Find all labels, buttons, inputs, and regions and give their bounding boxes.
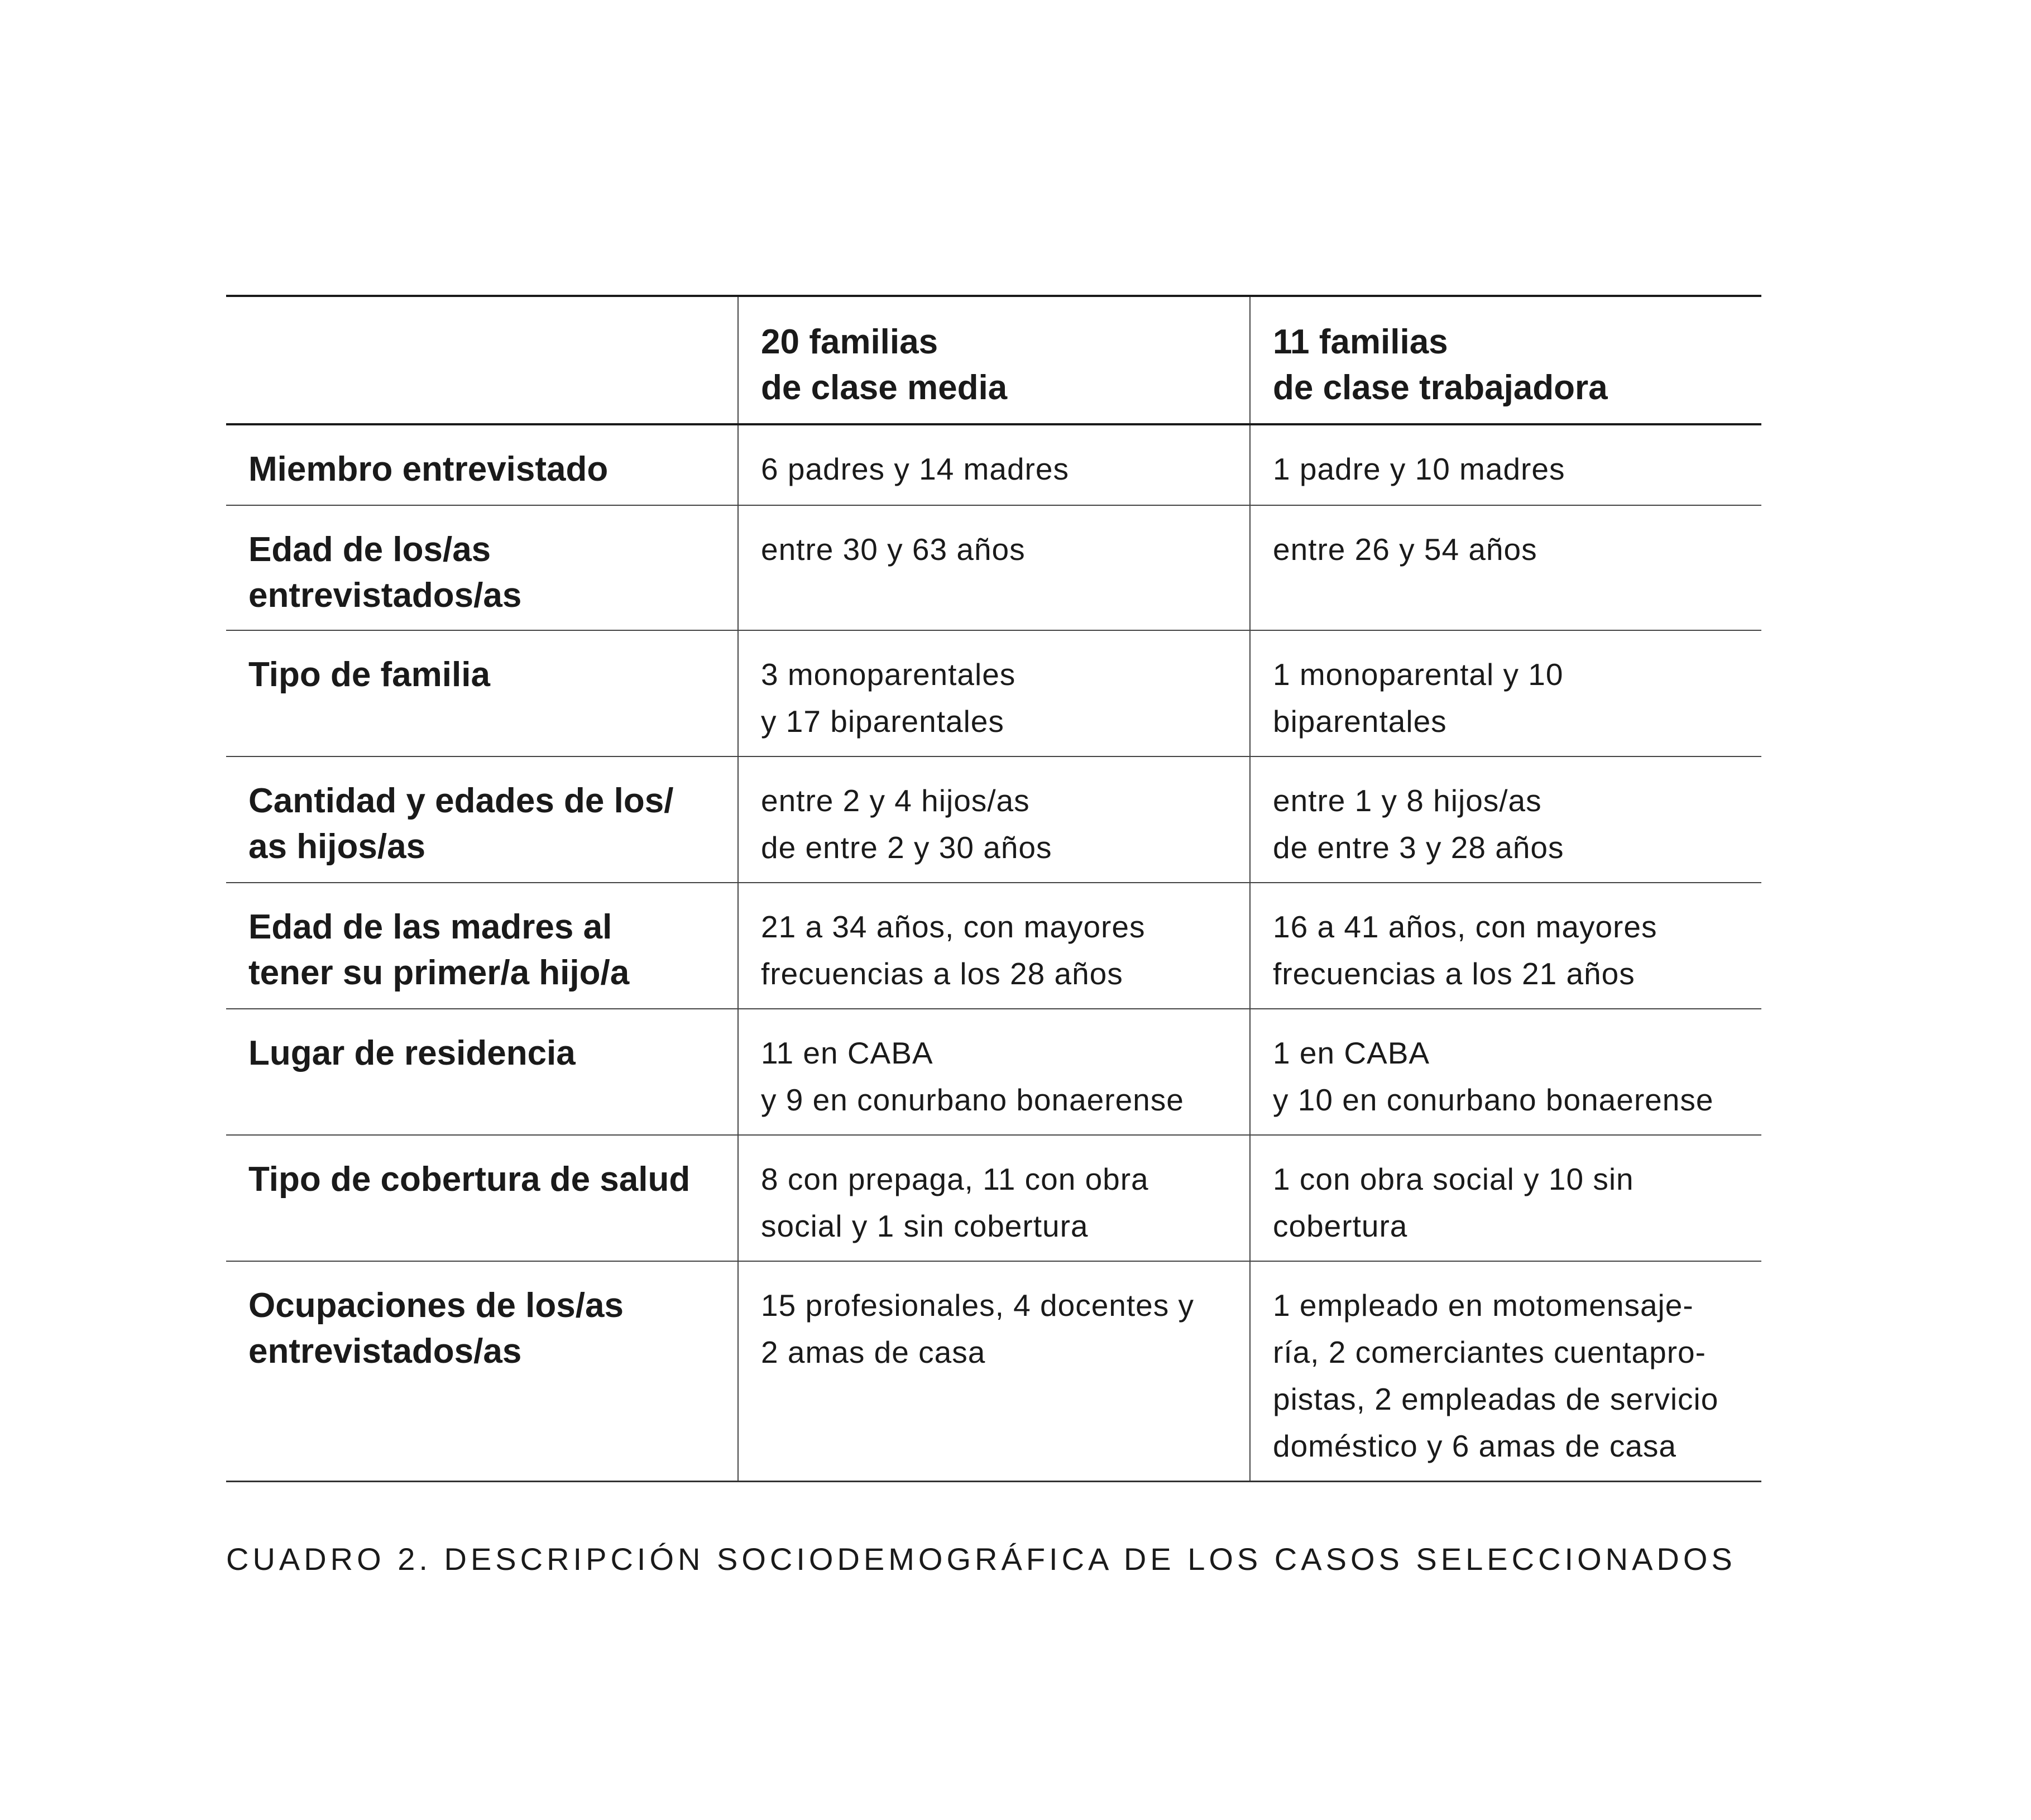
row-label: entrevistados/as: [248, 576, 522, 615]
cell-text: ría, 2 comerciantes cuentapro-: [1273, 1335, 1706, 1369]
caption-label: CUADRO 2.: [226, 1541, 432, 1577]
table-row: [226, 1135, 1761, 1261]
cell-text: social y 1 sin cobertura: [761, 1209, 1089, 1243]
row-label-cell: [226, 1261, 738, 1482]
working-class-value-cell: [1250, 1135, 1761, 1261]
middle-class-value-cell: [738, 424, 1250, 505]
row-label: Tipo de cobertura de salud: [248, 1160, 691, 1199]
cell-text: 1 con obra social y 10 sin: [1273, 1162, 1634, 1196]
middle-class-value-cell: [738, 1009, 1250, 1135]
cell-text: biparentales: [1273, 704, 1447, 739]
working-class-value-cell: [1250, 505, 1761, 630]
row-label-cell: [226, 1009, 738, 1135]
cell-text: entre 1 y 8 hijos/as: [1273, 783, 1542, 818]
cell-text: 8 con prepaga, 11 con obra: [761, 1162, 1149, 1196]
cell-text: de entre 3 y 28 años: [1273, 830, 1564, 865]
middle-class-value-cell: [738, 883, 1250, 1009]
table-row: [226, 1009, 1761, 1135]
sociodemographic-table-container: [226, 295, 1761, 1482]
cell-text: 11 en CABA: [761, 1036, 933, 1070]
header-text: de clase trabajadora: [1273, 368, 1608, 407]
row-label: entrevistados/as: [248, 1332, 522, 1371]
row-label-cell: [226, 424, 738, 505]
header-working-class: [1250, 296, 1761, 424]
cell-text: 3 monoparentales: [761, 657, 1016, 692]
cell-text: 1 empleado en motomensaje-: [1273, 1288, 1694, 1323]
working-class-value-cell: [1250, 1009, 1761, 1135]
sociodemographic-table: [226, 295, 1761, 1482]
cell-text: doméstico y 6 amas de casa: [1273, 1429, 1677, 1463]
cell-text: entre 30 y 63 años: [761, 532, 1026, 567]
table-row: [226, 505, 1761, 630]
row-label-cell: [226, 883, 738, 1009]
header-middle-class: [738, 296, 1250, 424]
row-label: Edad de los/as: [248, 530, 491, 569]
row-label-cell: [226, 756, 738, 883]
cell-text: cobertura: [1273, 1209, 1408, 1243]
table-row: [226, 883, 1761, 1009]
middle-class-value-cell: [738, 1261, 1250, 1482]
table-row: [226, 756, 1761, 883]
row-label: Tipo de familia: [248, 655, 490, 694]
row-label: Lugar de residencia: [248, 1034, 576, 1072]
row-label-cell: [226, 1135, 738, 1261]
cell-text: 15 profesionales, 4 docentes y: [761, 1288, 1195, 1323]
working-class-value-cell: [1250, 1261, 1761, 1482]
cell-text: 2 amas de casa: [761, 1335, 986, 1369]
middle-class-value-cell: [738, 630, 1250, 756]
cell-text: de entre 2 y 30 años: [761, 830, 1052, 865]
cell-text: 16 a 41 años, con mayores: [1273, 909, 1658, 944]
working-class-value-cell: [1250, 630, 1761, 756]
cell-text: frecuencias a los 28 años: [761, 956, 1123, 991]
row-label: Edad de las madres al: [248, 908, 612, 946]
working-class-value-cell: [1250, 883, 1761, 1009]
row-label: tener su primer/a hijo/a: [248, 954, 630, 992]
middle-class-value-cell: [738, 756, 1250, 883]
row-label-cell: [226, 630, 738, 756]
cell-text: entre 2 y 4 hijos/as: [761, 783, 1030, 818]
cell-text: y 9 en conurbano bonaerense: [761, 1083, 1184, 1117]
row-label: Cantidad y edades de los/: [248, 782, 674, 820]
row-label: Miembro entrevistado: [248, 450, 609, 488]
caption-text: DESCRIPCIÓN SOCIODEMOGRÁFICA DE LOS CASOS SELECCIONADOS: [444, 1541, 1736, 1577]
cell-text: 1 padre y 10 madres: [1273, 452, 1565, 486]
row-label-cell: [226, 505, 738, 630]
cell-text: y 17 biparentales: [761, 704, 1004, 739]
row-label: Ocupaciones de los/as: [248, 1286, 624, 1325]
row-label: as hijos/as: [248, 827, 426, 866]
middle-class-value-cell: [738, 505, 1250, 630]
cell-text: 1 en CABA: [1273, 1036, 1430, 1070]
header-text: de clase media: [761, 368, 1008, 407]
cell-text: frecuencias a los 21 años: [1273, 956, 1635, 991]
cell-text: 21 a 34 años, con mayores: [761, 909, 1146, 944]
cell-text: 1 monoparental y 10: [1273, 657, 1564, 692]
header-text: 11 familias: [1273, 323, 1448, 361]
cell-text: y 10 en conurbano bonaerense: [1273, 1083, 1714, 1117]
table-row: [226, 630, 1761, 756]
cell-text: 6 padres y 14 madres: [761, 452, 1069, 486]
middle-class-value-cell: [738, 1135, 1250, 1261]
table-row: [226, 424, 1761, 505]
working-class-value-cell: [1250, 424, 1761, 505]
cell-text: pistas, 2 empleadas de servicio: [1273, 1382, 1719, 1416]
header-text: 20 familias: [761, 323, 938, 361]
table-caption: [226, 1541, 1736, 1577]
header-empty-cell: [226, 296, 738, 424]
table-header-row: [226, 296, 1761, 424]
table-row: [226, 1261, 1761, 1482]
working-class-value-cell: [1250, 756, 1761, 883]
cell-text: entre 26 y 54 años: [1273, 532, 1537, 567]
